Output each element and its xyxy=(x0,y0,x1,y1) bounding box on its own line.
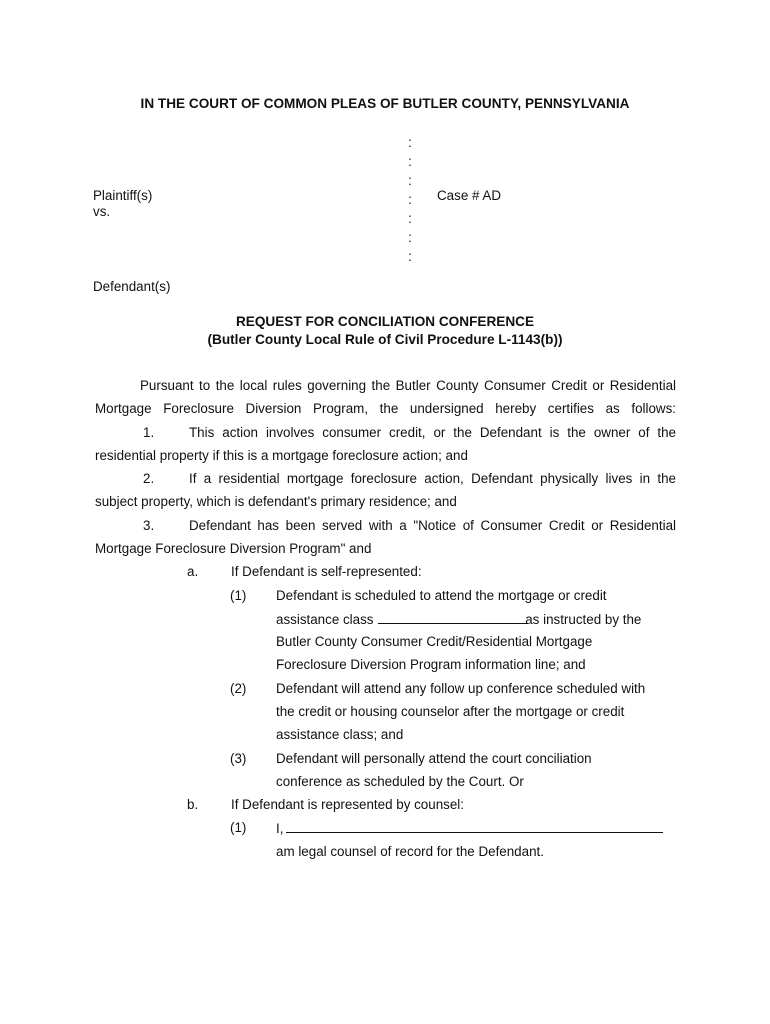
clause-text: conference as scheduled by the Court. Or xyxy=(276,774,524,789)
subitem-text: If Defendant is self-represented: xyxy=(231,564,422,579)
item-number: 2. xyxy=(143,471,155,486)
clause-number: (2) xyxy=(230,681,247,696)
intro-line: Pursuant to the local rules governing the Butler County Consumer Credit or Residential xyxy=(140,378,676,393)
item-text: If a residential mortgage foreclosure action, Defendant physically lives in the xyxy=(189,471,676,486)
item-text: residential property if this is a mortgage foreclosure action; and xyxy=(95,448,468,463)
court-heading: IN THE COURT OF COMMON PLEAS OF BUTLER COUNTY, PENNSYLVANIA xyxy=(140,96,630,111)
caption-colon: : xyxy=(408,173,412,188)
caption-colon: : xyxy=(408,230,412,245)
clause-number: (3) xyxy=(230,751,247,766)
caption-colon: : xyxy=(408,135,412,150)
case-number-label: Case # AD xyxy=(437,188,502,203)
item-text: Mortgage Foreclosure Diversion Program" and xyxy=(95,541,372,556)
item-text: subject property, which is defendant's primary residence; and xyxy=(95,494,457,509)
item-text: This action involves consumer credit, or the Defendant is the owner of the xyxy=(189,425,676,440)
item-text: Defendant has been served with a "Notice of Consumer Credit or Residential xyxy=(189,518,676,533)
clause-text-part: I, xyxy=(276,821,284,836)
subitem-letter: b. xyxy=(187,797,199,812)
subitem-letter: a. xyxy=(187,564,199,579)
document-subtitle: (Butler County Local Rule of Civil Procedure L-1143(b)) xyxy=(207,332,563,347)
caption-colon: : xyxy=(408,211,412,226)
item-number: 3. xyxy=(143,518,155,533)
clause-text: the credit or housing counselor after the mortgage or credit xyxy=(276,704,625,719)
assistance-class-blank[interactable] xyxy=(378,611,528,624)
counsel-name-blank[interactable] xyxy=(286,820,663,833)
subitem-text: If Defendant is represented by counsel: xyxy=(231,797,464,812)
clause-number: (1) xyxy=(230,588,247,603)
clause-text-part: assistance class xyxy=(276,612,374,627)
clause-text: Defendant is scheduled to attend the mortgage or credit xyxy=(276,588,607,603)
clause-text: Butler County Consumer Credit/Residential Mortgage xyxy=(276,634,593,649)
clause-text xyxy=(276,820,663,836)
versus-label: vs. xyxy=(93,204,111,219)
intro-line: Mortgage Foreclosure Diversion Program, the undersigned hereby certifies as follows: xyxy=(95,401,676,416)
plaintiff-label: Plaintiff(s) xyxy=(93,188,153,203)
clause-text: Defendant will personally attend the court conciliation xyxy=(276,751,592,766)
clause-text: am legal counsel of record for the Defendant. xyxy=(276,844,544,859)
clause-text: Defendant will attend any follow up conference scheduled with xyxy=(276,681,646,696)
clause-text: Foreclosure Diversion Program information line; and xyxy=(276,657,586,672)
clause-text: assistance class; and xyxy=(276,727,404,742)
document-title: REQUEST FOR CONCILIATION CONFERENCE xyxy=(235,314,535,329)
clause-number: (1) xyxy=(230,820,247,835)
item-number: 1. xyxy=(143,425,155,440)
caption-colon: : xyxy=(408,249,412,264)
defendant-label: Defendant(s) xyxy=(93,279,171,294)
clause-text xyxy=(276,611,641,627)
caption-colon: : xyxy=(408,192,412,207)
clause-text-part: as instructed by the xyxy=(525,612,642,627)
caption-colon: : xyxy=(408,154,412,169)
